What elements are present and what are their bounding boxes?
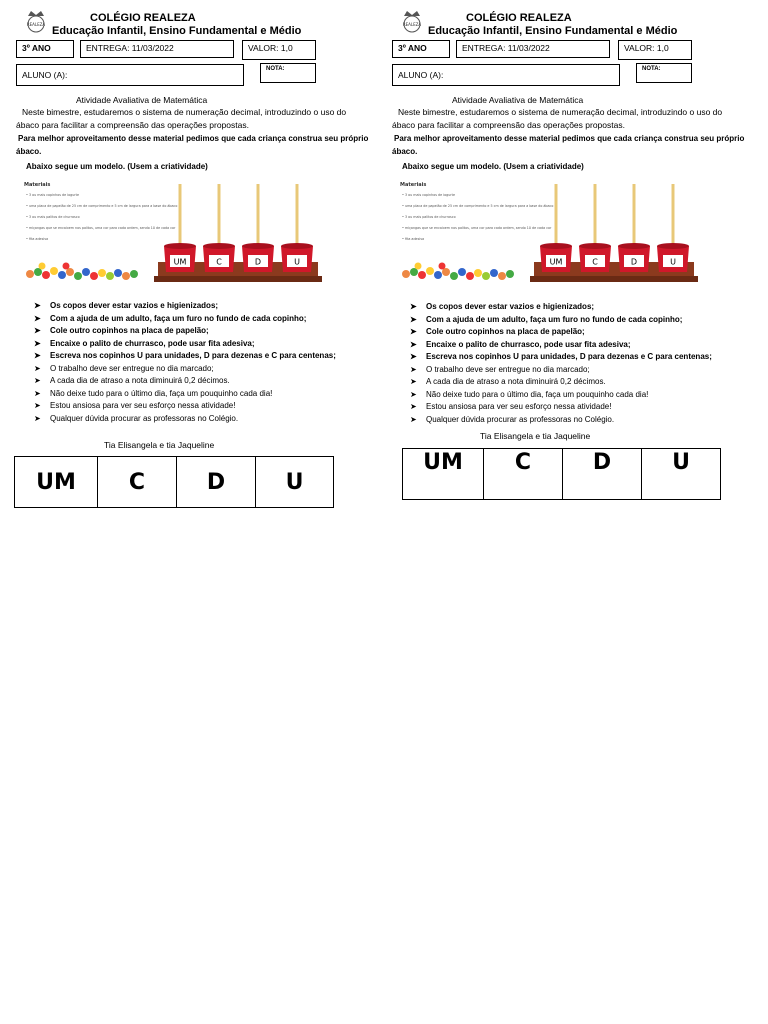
beads-icon <box>402 263 514 281</box>
material-item: • 3 ou mais palitos de churrasco <box>26 215 80 219</box>
activity-title: Atividade Avaliativa de Matemática <box>452 95 584 105</box>
instruction-list <box>34 300 336 425</box>
arrow-bullet-icon: ➤ <box>34 313 41 323</box>
intro-paragraph: Neste bimestre, estudaremos o sistema de numeração decimal, introduzindo o uso do ábaco para facilitar a compreensão das operações propostas. <box>16 107 347 130</box>
instruction-item: ➤ Estou ansiosa para ver seu esforço nessa atividade! <box>34 400 336 413</box>
instruction-item: ➤ O trabalho deve ser entregue no dia marcado; <box>34 363 336 376</box>
arrow-bullet-icon: ➤ <box>34 363 41 373</box>
arrow-bullet-icon: ➤ <box>410 364 417 374</box>
arrow-bullet-icon: ➤ <box>410 377 417 386</box>
cup-label: U <box>670 257 676 267</box>
instruction-item: ➤ Escreva nos copinhos U para unidades, D para dezenas e C para centenas; <box>410 351 712 364</box>
instruction-item: ➤ Não deixe tudo para o último dia, faça um pouquinho cada dia! <box>410 389 712 402</box>
delivery-date-field: ENTREGA: 11/03/2022 <box>456 40 610 58</box>
school-subtitle: Educação Infantil, Ensino Fundamental e Médio <box>428 25 678 37</box>
arrow-bullet-icon: ➤ <box>410 302 417 311</box>
material-item: • uma placa de papelão de 25 cm de comprimento e 5 cm de largura para a base do ábaco <box>26 204 178 208</box>
model-caption: Abaixo segue um modelo. (Usem a criatividade) <box>402 162 584 171</box>
school-logo <box>22 8 50 36</box>
cup-label: C <box>592 257 598 267</box>
abacus-label-cell: UM <box>403 449 484 500</box>
worksheet-right <box>388 0 758 520</box>
stick <box>218 184 221 250</box>
stick <box>672 184 675 250</box>
svg-text:Materiais: Materiais <box>400 182 427 188</box>
instruction-item: ➤ O trabalho deve ser entregue no dia marcado; <box>410 364 712 377</box>
instruction-item: ➤ A cada dia de atraso a nota diminuirá 0,2 décimos. <box>34 375 336 388</box>
cup-label: D <box>254 257 262 267</box>
material-item: • miçangas que se encaixem nos palitos, uma cor para cada ordem, sendo 10 de cada cor <box>26 226 176 230</box>
abacus-label-cell: C <box>484 449 563 500</box>
request-paragraph: Para melhor aproveitamento desse material pedimos que cada criança construa seu próprio ábaco. <box>392 134 745 156</box>
arrow-bullet-icon: ➤ <box>410 314 417 324</box>
arrow-bullet-icon: ➤ <box>34 351 41 360</box>
value-field: VALOR: 1,0 <box>242 40 316 60</box>
material-item: • miçangas que se encaixem nos palitos, uma cor para cada ordem, sendo 10 de cada cor <box>402 226 552 230</box>
svg-text:REALEZA: REALEZA <box>402 22 422 27</box>
model-caption: Abaixo segue um modelo. (Usem a criatividade) <box>26 162 208 171</box>
abacus-model-image <box>22 176 322 288</box>
cup-label: UM <box>173 257 187 267</box>
instruction-item: ➤ Estou ansiosa para ver seu esforço nessa atividade! <box>410 401 712 414</box>
material-item: • 3 ou mais copinhos de iogurte <box>402 193 455 197</box>
abacus-model-image <box>398 176 698 288</box>
instruction-item: ➤ Qualquer dúvida procurar as professoras no Colégio. <box>34 413 336 426</box>
abacus-label-table <box>402 448 721 500</box>
stick <box>257 184 260 250</box>
delivery-date-field: ENTREGA: 11/03/2022 <box>80 40 234 58</box>
stick <box>179 184 182 250</box>
abacus-label-cell: D <box>563 449 642 500</box>
instruction-item: ➤ Encaixe o palito de churrasco, pode usar fita adesiva; <box>34 338 336 351</box>
instruction-item: ➤ Encaixe o palito de churrasco, pode usar fita adesiva; <box>410 339 712 352</box>
arrow-bullet-icon: ➤ <box>34 338 41 348</box>
instruction-item: ➤ Cole outro copinhos na placa de papelão; <box>410 326 712 339</box>
arrow-bullet-icon: ➤ <box>34 413 41 423</box>
instruction-item: ➤ A cada dia de atraso a nota diminuirá 0,2 décimos. <box>410 376 712 389</box>
abacus-label-table <box>14 456 334 508</box>
cup-label: UM <box>549 257 563 267</box>
school-subtitle: Educação Infantil, Ensino Fundamental e Médio <box>52 25 302 37</box>
arrow-bullet-icon: ➤ <box>34 301 41 310</box>
arrow-bullet-icon: ➤ <box>34 376 41 385</box>
arrow-bullet-icon: ➤ <box>410 389 417 399</box>
cup-label: C <box>216 257 222 267</box>
arrow-bullet-icon: ➤ <box>410 327 417 336</box>
instruction-list <box>410 301 712 426</box>
arrow-bullet-icon: ➤ <box>34 388 41 398</box>
instruction-item: ➤ Os copos dever estar vazios e higienizados; <box>34 300 336 313</box>
material-item: • 3 ou mais copinhos de iogurte <box>26 193 79 197</box>
cup-label: U <box>294 257 300 267</box>
student-name-field[interactable]: ALUNO (A): <box>392 64 620 86</box>
stick <box>594 184 597 250</box>
stick <box>296 184 299 250</box>
arrow-bullet-icon: ➤ <box>410 352 417 361</box>
grade-field: 3º ANO <box>392 40 450 58</box>
instruction-item: ➤ Os copos dever estar vazios e higienizados; <box>410 301 712 314</box>
material-item: • 3 ou mais palitos de churrasco <box>402 215 456 219</box>
material-item: • fita adesiva <box>402 237 425 241</box>
intro-paragraph: Neste bimestre, estudaremos o sistema de numeração decimal, introduzindo o uso do ábaco para facilitar a compreensão das operações propostas. <box>392 107 723 130</box>
signature: Tia Elisangela e tia Jaqueline <box>480 431 591 441</box>
svg-text:Materiais: Materiais <box>24 182 51 188</box>
arrow-bullet-icon: ➤ <box>410 339 417 349</box>
material-item: • fita adesiva <box>26 237 49 241</box>
worksheet-left <box>12 0 382 520</box>
beads-icon <box>26 263 138 281</box>
request-paragraph: Para melhor aproveitamento desse material pedimos que cada criança construa seu próprio ábaco. <box>16 134 369 156</box>
school-name: COLÉGIO REALEZA <box>466 12 572 24</box>
material-item: • uma placa de papelão de 25 cm de comprimento e 5 cm de largura para a base do ábaco <box>402 204 554 208</box>
arrow-bullet-icon: ➤ <box>410 402 417 411</box>
instruction-item: ➤ Com a ajuda de um adulto, faça um furo no fundo de cada copinho; <box>410 314 712 327</box>
student-name-field[interactable]: ALUNO (A): <box>16 64 244 86</box>
abacus-label-cell: C <box>98 457 177 508</box>
score-field[interactable]: NOTA: <box>636 63 692 83</box>
instruction-item: ➤ Não deixe tudo para o último dia, faça um pouquinho cada dia! <box>34 388 336 401</box>
activity-title: Atividade Avaliativa de Matemática <box>76 95 208 105</box>
instruction-item: ➤ Cole outro copinhos na placa de papelão; <box>34 325 336 338</box>
stick <box>633 184 636 250</box>
instruction-item: ➤ Escreva nos copinhos U para unidades, D para dezenas e C para centenas; <box>34 350 336 363</box>
school-name: COLÉGIO REALEZA <box>90 12 196 24</box>
school-logo <box>398 8 426 36</box>
arrow-bullet-icon: ➤ <box>410 414 417 424</box>
cup-label: D <box>630 257 638 267</box>
instruction-item: ➤ Qualquer dúvida procurar as professoras no Colégio. <box>410 414 712 427</box>
grade-field: 3º ANO <box>16 40 74 58</box>
score-field[interactable]: NOTA: <box>260 63 316 83</box>
abacus-label-cell: U <box>256 457 334 508</box>
abacus-label-cell: D <box>177 457 256 508</box>
svg-text:REALEZA: REALEZA <box>26 22 46 27</box>
abacus-label-cell: UM <box>15 457 98 508</box>
instruction-item: ➤ Com a ajuda de um adulto, faça um furo no fundo de cada copinho; <box>34 313 336 326</box>
arrow-bullet-icon: ➤ <box>34 326 41 335</box>
arrow-bullet-icon: ➤ <box>34 401 41 410</box>
signature: Tia Elisangela e tia Jaqueline <box>104 440 215 450</box>
stick <box>555 184 558 250</box>
value-field: VALOR: 1,0 <box>618 40 692 60</box>
abacus-label-cell: U <box>642 449 721 500</box>
